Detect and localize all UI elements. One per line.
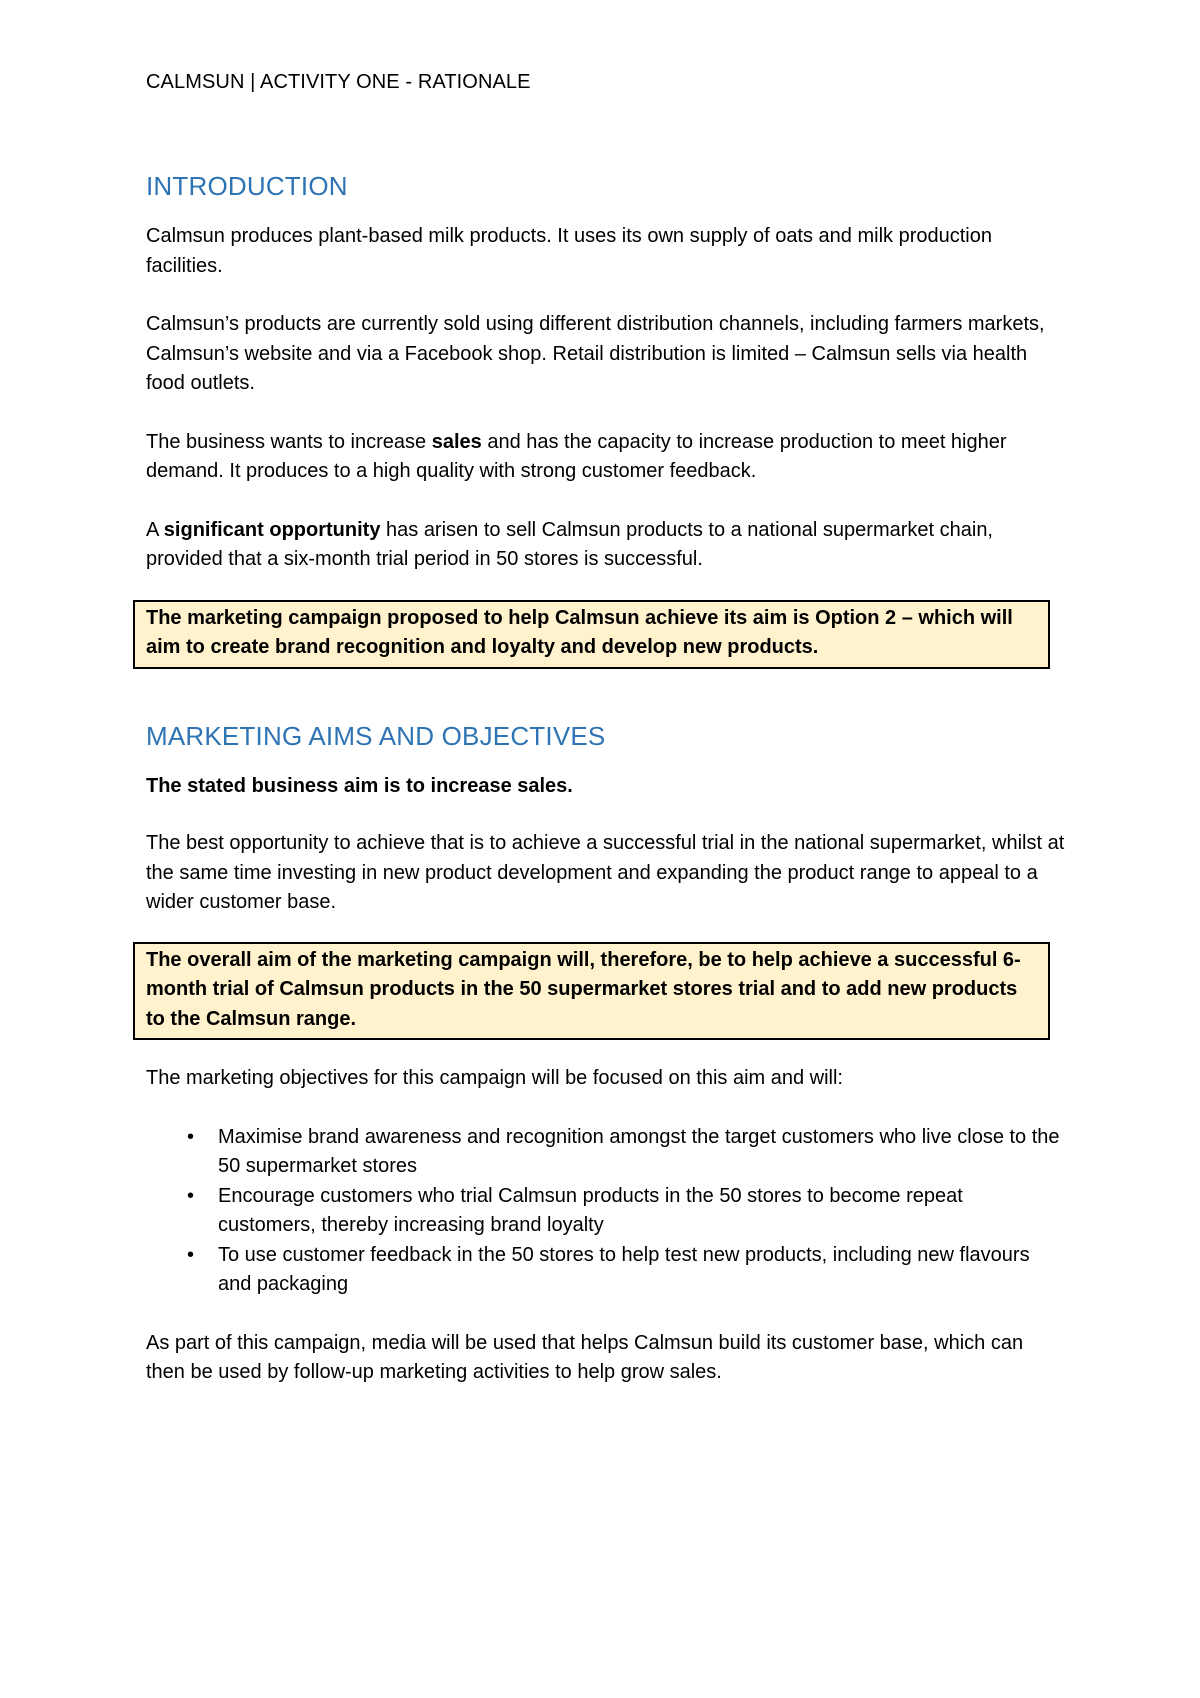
objective-text: Encourage customers who trial Calmsun products in the 50 stores to become repeat customers, thereby increasing brand loyalty [218, 1184, 963, 1237]
closing-paragraph: As part of this campaign, media will be used that helps Calmsun build its customer base, which can then be used by follow-up marketing activities to help grow sales. [146, 1331, 1024, 1384]
running-header: CALMSUN | ACTIVITY ONE - RATIONALE [146, 71, 531, 93]
overall-aim-callout: The overall aim of the marketing campaign will, therefore, be to help achieve a successful 6-month trial of Calmsun products in the 50 supermarket stores trial and to add new products to the Calmsun range. [133, 942, 1050, 1041]
intro-paragraph-4 [146, 516, 1066, 575]
intro-paragraph-4-end: has arisen to sell Calmsun products to a national supermarket chain, provided that a six-month trial period in 50 stores is successful. [146, 518, 993, 571]
objectives-list [146, 1123, 1066, 1300]
objective-text: To use customer feedback in the 50 stores to help test new products, including new flavours and packaging [218, 1243, 1030, 1296]
bullet-icon: • [187, 1125, 195, 1148]
stated-business-aim: The stated business aim is to increase sales. [146, 774, 573, 797]
objective-item [146, 1123, 1066, 1182]
campaign-option-callout: The marketing campaign proposed to help Calmsun achieve its aim is Option 2 – which will aim to create brand recognition and loyalty and develop new products. [133, 600, 1050, 669]
objective-text: Maximise brand awareness and recognition amongst the target customers who live close to the 50 supermarket stores [218, 1125, 1060, 1178]
bullet-icon: • [187, 1184, 195, 1207]
objectives-intro: The marketing objectives for this campaign will be focused on this aim and will: [146, 1067, 843, 1090]
page-content [146, 70, 1066, 1388]
intro-paragraph-3-bold: sales [431, 430, 482, 453]
intro-paragraph-1: Calmsun produces plant-based milk products. It uses its own supply of oats and milk production facilities. [146, 225, 992, 277]
objective-item [146, 1241, 1066, 1300]
intro-paragraph-2: Calmsun’s products are currently sold using different distribution channels, including farmers markets, Calmsun’s website and via a Facebook shop. Retail distribution is limited – Calmsun sells via health food outlets. [146, 313, 1045, 395]
aims-paragraph-1: The best opportunity to achieve that is to achieve a successful trial in the national supermarket, whilst at the same time investing in new product development and expanding the product range to appeal to a wider customer base. [146, 832, 1065, 914]
intro-paragraph-4-bold: significant opportunity [163, 518, 381, 541]
objective-item [146, 1182, 1066, 1241]
aims-objectives-heading: MARKETING AIMS AND OBJECTIVES [146, 720, 606, 751]
bullet-icon: • [187, 1243, 195, 1266]
intro-paragraph-3-end: and has the capacity to increase production to meet higher demand. It produces to a high quality with strong customer feedback. [146, 430, 1007, 483]
intro-paragraph-3-start: The business wants to increase [146, 430, 432, 453]
intro-paragraph-4-start: A [146, 518, 164, 541]
intro-paragraph-3 [146, 428, 1066, 487]
introduction-heading: INTRODUCTION [146, 171, 348, 201]
